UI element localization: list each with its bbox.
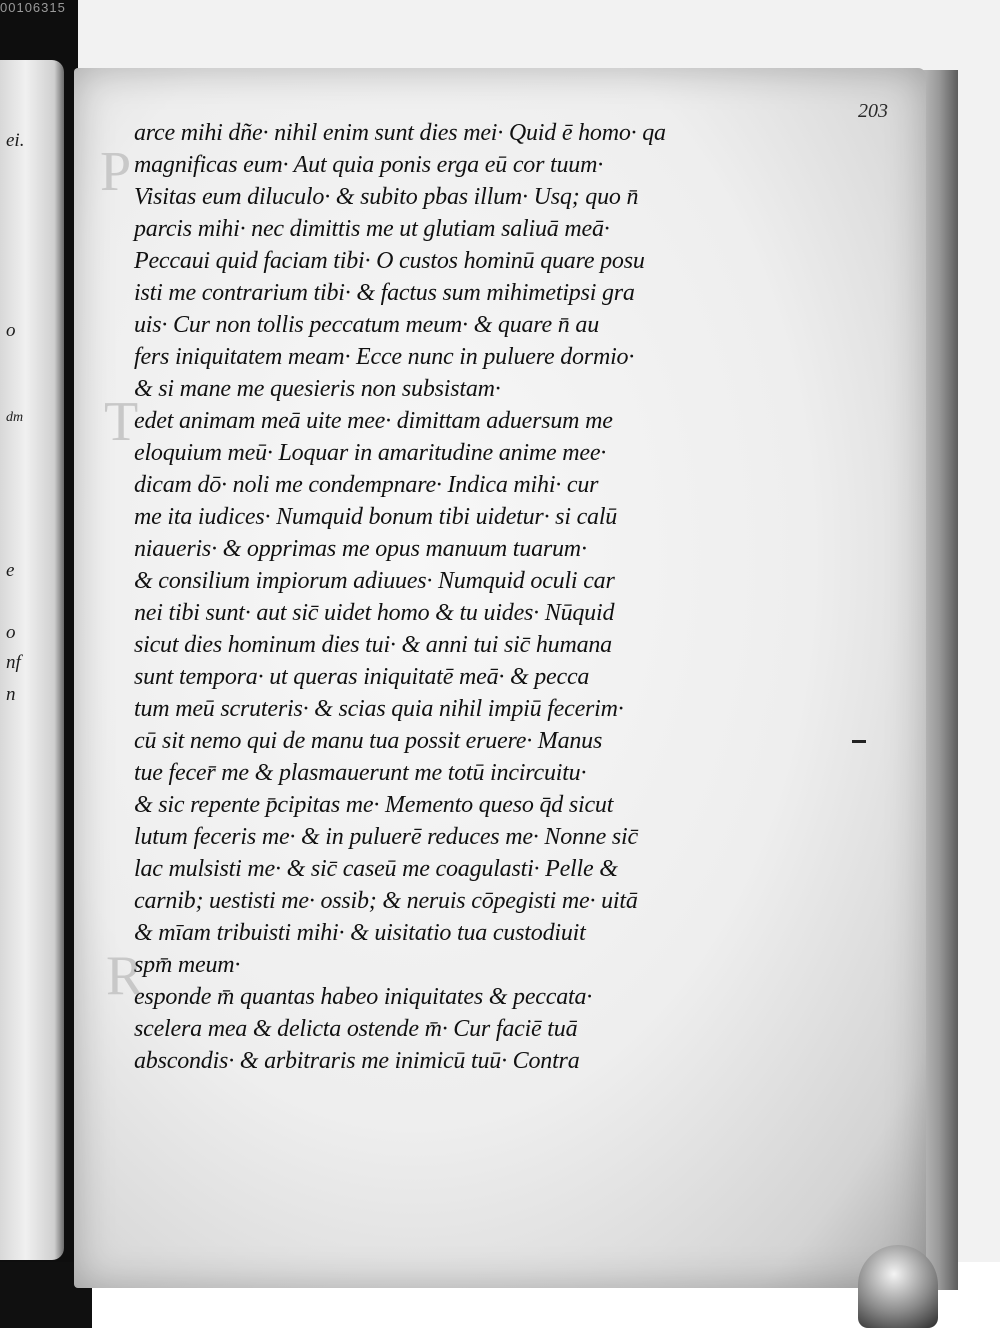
text-line: Peccaui quid faciam tibi· O custos hominū quare posu — [134, 248, 645, 274]
faded-initial-p: P — [100, 141, 132, 203]
faded-initial-r: R — [106, 945, 144, 1007]
archive-stamp: 00106315 — [0, 0, 66, 15]
text-line: sunt tempora· ut queras iniquitatē meā· & pecca — [134, 664, 590, 690]
thumb — [858, 1245, 938, 1328]
verso-fragment: dm — [6, 410, 24, 425]
text-line: uis· Cur non tollis peccatum meum· & quare n̄ au — [134, 312, 600, 338]
text-line: me ita iudices· Numquid bonum tibi uidetur· si calū — [134, 504, 618, 530]
text-line: arce mihi dñe· nihil enim sunt dies mei· Quid ē homo· qa — [134, 120, 666, 146]
verso-fragment: ei. — [6, 130, 25, 151]
text-line: scelera mea & delicta ostende m̄· Cur faciē tuā — [134, 1016, 578, 1042]
text-line: edet animam meā uite mee· dimittam aduersum me — [134, 408, 613, 434]
text-line: niaueris· & opprimas me opus manuum tuarum· — [134, 536, 587, 562]
text-line: magnificas eum· Aut quia ponis erga eū cor tuum· — [134, 152, 604, 178]
verso-fragment: e — [6, 560, 15, 581]
text-line: lutum feceris me· & in puluerē reduces me· Nonne sic̄ — [134, 824, 638, 850]
text-line: parcis mihi· nec dimittis me ut glutiam saliuā meā· — [134, 216, 610, 242]
text-line: eloquium meū· Loquar in amaritudine anime mee· — [134, 440, 607, 466]
text-line: carnib; uestisti me· ossib; & neruis cōpegisti me· uitā — [134, 888, 638, 914]
verso-fragment: o — [6, 622, 16, 643]
text-line: & si mane me quesieris non subsistam· — [134, 376, 501, 402]
text-line: fers iniquitatem meam· Ecce nunc in puluere dormio· — [134, 344, 635, 370]
verso-fragment: o — [6, 320, 16, 341]
text-line: & consilium impiorum adiuues· Numquid oculi car — [134, 568, 615, 594]
text-line: esponde m̄ quantas habeo iniquitates & peccata· — [134, 984, 593, 1010]
faded-initial-t: T — [104, 391, 139, 453]
text-line: tum meū scruteris· & scias quia nihil impiū fecerim· — [134, 696, 624, 722]
text-line: nei tibi sunt· aut sic̄ uidet homo & tu uides· Nūquid — [134, 600, 615, 626]
text-line: lac mulsisti me· & sic̄ caseū me coagulasti· Pelle & — [134, 856, 618, 882]
text-line: isti me contrarium tibi· & factus sum mihimetipsi gra — [134, 280, 635, 306]
text-line: Visitas eum diluculo· & subito pbas illum· Usq; quo n̄ — [134, 184, 639, 210]
text-line: sicut dies hominum dies tui· & anni tui sic̄ humana — [134, 632, 612, 658]
text-line: dicam dō· noli me condempnare· Indica mihi· cur — [134, 472, 599, 498]
text-line: & sic repente p̄cipitas me· Memento queso q̄d sicut — [134, 792, 614, 818]
verso-fragment: n — [6, 684, 16, 705]
folio-number: 203 — [858, 100, 888, 122]
text-line: tue fecer̄ me & plasmauerunt me totū incircuitu· — [134, 760, 587, 786]
manuscript-text — [134, 117, 774, 1077]
text-line: cū sit nemo qui de manu tua possit eruere· Manus — [134, 728, 603, 754]
margin-mark — [852, 740, 866, 743]
text-line: spm̄ meum· — [134, 952, 241, 978]
verso-fragment: nf — [6, 652, 21, 673]
text-line: abscondis· & arbitraris me inimicū tuū· Contra — [134, 1048, 580, 1074]
verso-page — [0, 60, 64, 1260]
text-line: & mīam tribuisti mihi· & uisitatio tua custodiuit — [134, 920, 586, 946]
